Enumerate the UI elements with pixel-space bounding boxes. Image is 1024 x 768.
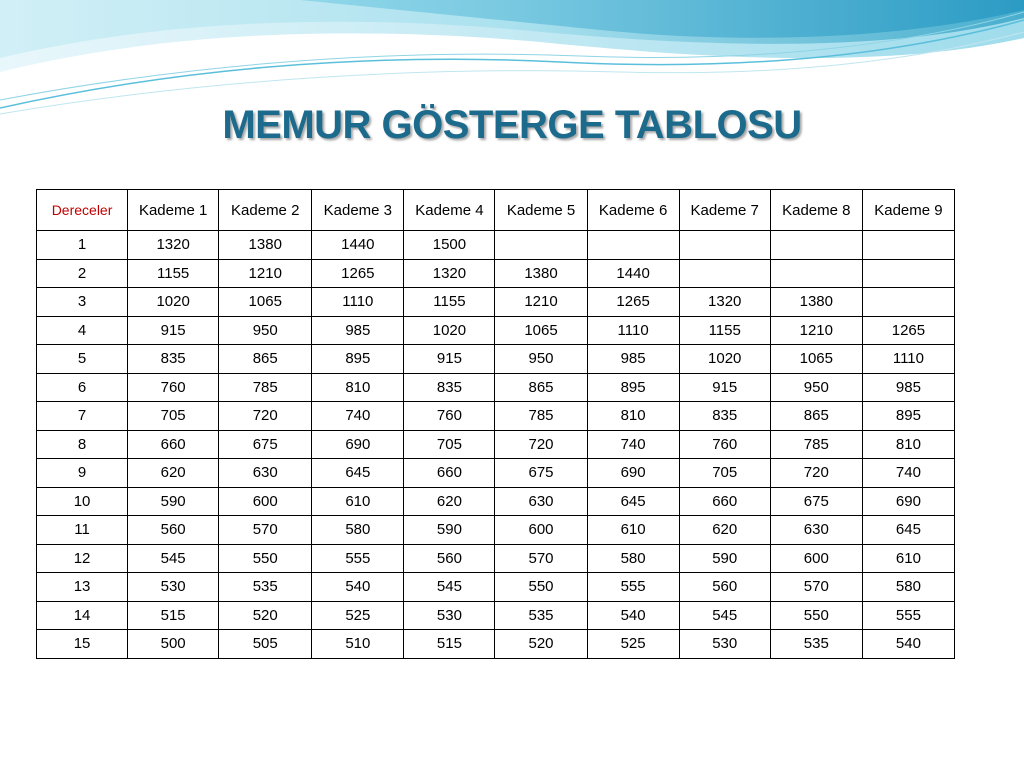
table-cell-gosterge: 835 xyxy=(679,402,770,431)
table-cell-gosterge: 610 xyxy=(587,516,679,545)
table-cell-gosterge: 525 xyxy=(312,601,404,630)
table-cell-derece: 3 xyxy=(37,288,128,317)
table-cell-gosterge: 630 xyxy=(219,459,312,488)
table-cell-gosterge: 500 xyxy=(128,630,219,659)
table-cell-gosterge: 540 xyxy=(587,601,679,630)
table-cell-gosterge: 545 xyxy=(679,601,770,630)
page-title: MEMUR GÖSTERGE TABLOSU xyxy=(222,103,802,147)
table-cell-gosterge: 560 xyxy=(404,544,495,573)
table-cell-gosterge xyxy=(770,231,862,260)
table-cell-gosterge: 570 xyxy=(219,516,312,545)
table-row xyxy=(37,288,955,317)
table-cell-gosterge: 515 xyxy=(404,630,495,659)
table-cell-gosterge: 530 xyxy=(128,573,219,602)
table-cell-gosterge: 540 xyxy=(312,573,404,602)
table-cell-gosterge: 895 xyxy=(312,345,404,374)
table-row xyxy=(37,630,955,659)
table-cell-gosterge: 645 xyxy=(862,516,954,545)
table-cell-gosterge: 530 xyxy=(679,630,770,659)
column-header-kademe-5: Kademe 5 xyxy=(495,190,587,231)
table-row xyxy=(37,459,955,488)
table-cell-gosterge: 1155 xyxy=(404,288,495,317)
table-cell-gosterge: 705 xyxy=(404,430,495,459)
column-header-kademe-9: Kademe 9 xyxy=(862,190,954,231)
table-cell-gosterge: 1065 xyxy=(770,345,862,374)
column-header-kademe-3: Kademe 3 xyxy=(312,190,404,231)
table-cell-derece: 4 xyxy=(37,316,128,345)
table-cell-gosterge: 660 xyxy=(679,487,770,516)
table-cell-gosterge: 580 xyxy=(312,516,404,545)
table-cell-gosterge: 895 xyxy=(587,373,679,402)
table-cell-gosterge: 895 xyxy=(862,402,954,431)
table-cell-gosterge: 560 xyxy=(128,516,219,545)
table-cell-gosterge: 590 xyxy=(404,516,495,545)
table-cell-gosterge: 950 xyxy=(770,373,862,402)
table-cell-gosterge: 1380 xyxy=(219,231,312,260)
table-cell-gosterge: 620 xyxy=(679,516,770,545)
table-cell-gosterge: 1155 xyxy=(128,259,219,288)
table-cell-gosterge: 610 xyxy=(312,487,404,516)
table-cell-gosterge: 1110 xyxy=(312,288,404,317)
table-cell-gosterge: 705 xyxy=(679,459,770,488)
table-cell-gosterge: 865 xyxy=(219,345,312,374)
table-cell-derece: 5 xyxy=(37,345,128,374)
table-cell-gosterge: 520 xyxy=(219,601,312,630)
table-cell-gosterge: 550 xyxy=(770,601,862,630)
table-cell-gosterge: 720 xyxy=(770,459,862,488)
table-cell-gosterge: 1020 xyxy=(679,345,770,374)
table-cell-gosterge: 810 xyxy=(862,430,954,459)
table-cell-gosterge: 555 xyxy=(587,573,679,602)
table-cell-gosterge: 630 xyxy=(770,516,862,545)
table-cell-gosterge: 1210 xyxy=(219,259,312,288)
table-cell-gosterge xyxy=(862,231,954,260)
table-cell-derece: 14 xyxy=(37,601,128,630)
table-cell-gosterge: 985 xyxy=(587,345,679,374)
table-cell-derece: 10 xyxy=(37,487,128,516)
table-cell-gosterge: 705 xyxy=(128,402,219,431)
table-cell-derece: 11 xyxy=(37,516,128,545)
table-cell-gosterge: 1210 xyxy=(770,316,862,345)
table-cell-gosterge: 835 xyxy=(404,373,495,402)
table-cell-gosterge xyxy=(862,288,954,317)
table-cell-gosterge: 505 xyxy=(219,630,312,659)
table-cell-gosterge: 510 xyxy=(312,630,404,659)
table-cell-gosterge: 545 xyxy=(404,573,495,602)
table-cell-gosterge: 675 xyxy=(219,430,312,459)
table-cell-gosterge: 535 xyxy=(770,630,862,659)
table-cell-gosterge: 660 xyxy=(404,459,495,488)
table-cell-gosterge: 540 xyxy=(862,630,954,659)
table-cell-gosterge: 1110 xyxy=(587,316,679,345)
table-cell-derece: 8 xyxy=(37,430,128,459)
column-header-kademe-4: Kademe 4 xyxy=(404,190,495,231)
table-cell-gosterge xyxy=(862,259,954,288)
table-cell-gosterge: 1265 xyxy=(862,316,954,345)
table-cell-gosterge: 915 xyxy=(404,345,495,374)
table-cell-gosterge: 865 xyxy=(495,373,587,402)
column-header-kademe-2: Kademe 2 xyxy=(219,190,312,231)
table-cell-gosterge: 530 xyxy=(404,601,495,630)
table-cell-gosterge: 740 xyxy=(587,430,679,459)
table-cell-gosterge: 555 xyxy=(312,544,404,573)
table-cell-derece: 15 xyxy=(37,630,128,659)
table-cell-gosterge: 785 xyxy=(495,402,587,431)
table-cell-gosterge: 1320 xyxy=(128,231,219,260)
table-cell-gosterge: 610 xyxy=(862,544,954,573)
table-cell-gosterge: 720 xyxy=(495,430,587,459)
table-cell-derece: 6 xyxy=(37,373,128,402)
table-row xyxy=(37,573,955,602)
table-cell-derece: 12 xyxy=(37,544,128,573)
column-header-dereceler: Dereceler xyxy=(37,190,128,231)
table-cell-gosterge: 620 xyxy=(404,487,495,516)
table-cell-gosterge: 985 xyxy=(312,316,404,345)
table-row xyxy=(37,402,955,431)
gosterge-table xyxy=(36,189,955,659)
table-cell-gosterge xyxy=(587,231,679,260)
table-cell-gosterge: 785 xyxy=(770,430,862,459)
table-row xyxy=(37,231,955,260)
table-cell-gosterge: 810 xyxy=(312,373,404,402)
table-cell-gosterge: 1380 xyxy=(770,288,862,317)
table-header-row xyxy=(37,190,955,231)
table-cell-gosterge: 535 xyxy=(219,573,312,602)
table-cell-gosterge: 520 xyxy=(495,630,587,659)
table-cell-gosterge: 950 xyxy=(219,316,312,345)
table-cell-gosterge: 600 xyxy=(770,544,862,573)
table-cell-gosterge: 525 xyxy=(587,630,679,659)
table-cell-derece: 7 xyxy=(37,402,128,431)
table-row xyxy=(37,601,955,630)
table-cell-gosterge: 555 xyxy=(862,601,954,630)
table-cell-gosterge xyxy=(495,231,587,260)
table-cell-gosterge: 785 xyxy=(219,373,312,402)
table-cell-gosterge: 570 xyxy=(770,573,862,602)
table-cell-gosterge: 675 xyxy=(495,459,587,488)
table-cell-gosterge: 580 xyxy=(862,573,954,602)
table-cell-gosterge: 810 xyxy=(587,402,679,431)
table-cell-gosterge: 720 xyxy=(219,402,312,431)
table-cell-gosterge: 630 xyxy=(495,487,587,516)
table-cell-gosterge: 1440 xyxy=(312,231,404,260)
table-cell-gosterge: 560 xyxy=(679,573,770,602)
table-cell-derece: 9 xyxy=(37,459,128,488)
table-cell-gosterge: 865 xyxy=(770,402,862,431)
table-cell-gosterge: 1155 xyxy=(679,316,770,345)
table-row xyxy=(37,316,955,345)
table-cell-gosterge: 740 xyxy=(312,402,404,431)
table-cell-gosterge: 915 xyxy=(679,373,770,402)
table-cell-gosterge: 690 xyxy=(862,487,954,516)
table-row xyxy=(37,487,955,516)
table-cell-gosterge: 1020 xyxy=(128,288,219,317)
table-cell-gosterge: 570 xyxy=(495,544,587,573)
column-header-kademe-7: Kademe 7 xyxy=(679,190,770,231)
table-cell-gosterge: 1440 xyxy=(587,259,679,288)
table-cell-gosterge: 690 xyxy=(587,459,679,488)
table-cell-gosterge: 1020 xyxy=(404,316,495,345)
table-row xyxy=(37,259,955,288)
table-cell-gosterge: 915 xyxy=(128,316,219,345)
table-cell-gosterge xyxy=(679,231,770,260)
table-cell-gosterge: 600 xyxy=(219,487,312,516)
table-cell-gosterge: 950 xyxy=(495,345,587,374)
table-cell-gosterge: 590 xyxy=(679,544,770,573)
table-cell-gosterge: 535 xyxy=(495,601,587,630)
table-cell-gosterge: 660 xyxy=(128,430,219,459)
table-cell-gosterge: 675 xyxy=(770,487,862,516)
table-cell-gosterge: 835 xyxy=(128,345,219,374)
table-row xyxy=(37,516,955,545)
table-cell-gosterge: 760 xyxy=(128,373,219,402)
table-cell-gosterge: 515 xyxy=(128,601,219,630)
table-cell-gosterge xyxy=(770,259,862,288)
table-cell-derece: 2 xyxy=(37,259,128,288)
table-cell-gosterge: 645 xyxy=(587,487,679,516)
table-row xyxy=(37,373,955,402)
table-row xyxy=(37,345,955,374)
table-cell-gosterge: 580 xyxy=(587,544,679,573)
table-cell-gosterge: 760 xyxy=(679,430,770,459)
table-cell-gosterge: 740 xyxy=(862,459,954,488)
table-cell-gosterge: 1265 xyxy=(587,288,679,317)
table-cell-derece: 13 xyxy=(37,573,128,602)
table-cell-gosterge: 1065 xyxy=(219,288,312,317)
table-cell-gosterge: 600 xyxy=(495,516,587,545)
table-cell-gosterge: 1065 xyxy=(495,316,587,345)
table-cell-gosterge: 760 xyxy=(404,402,495,431)
column-header-kademe-8: Kademe 8 xyxy=(770,190,862,231)
table-cell-gosterge: 1320 xyxy=(679,288,770,317)
table-cell-gosterge: 550 xyxy=(219,544,312,573)
table-cell-gosterge: 1320 xyxy=(404,259,495,288)
table-cell-gosterge: 1265 xyxy=(312,259,404,288)
table-cell-gosterge: 690 xyxy=(312,430,404,459)
table-row xyxy=(37,544,955,573)
table-cell-gosterge xyxy=(679,259,770,288)
column-header-kademe-1: Kademe 1 xyxy=(128,190,219,231)
table-cell-gosterge: 985 xyxy=(862,373,954,402)
table-cell-gosterge: 545 xyxy=(128,544,219,573)
table-cell-gosterge: 1210 xyxy=(495,288,587,317)
table-cell-gosterge: 1500 xyxy=(404,231,495,260)
table-cell-gosterge: 620 xyxy=(128,459,219,488)
table-body xyxy=(37,231,955,659)
table-row xyxy=(37,430,955,459)
table-cell-gosterge: 1110 xyxy=(862,345,954,374)
table-cell-derece: 1 xyxy=(37,231,128,260)
table-cell-gosterge: 1380 xyxy=(495,259,587,288)
table-cell-gosterge: 550 xyxy=(495,573,587,602)
table-cell-gosterge: 590 xyxy=(128,487,219,516)
column-header-kademe-6: Kademe 6 xyxy=(587,190,679,231)
table-cell-gosterge: 645 xyxy=(312,459,404,488)
